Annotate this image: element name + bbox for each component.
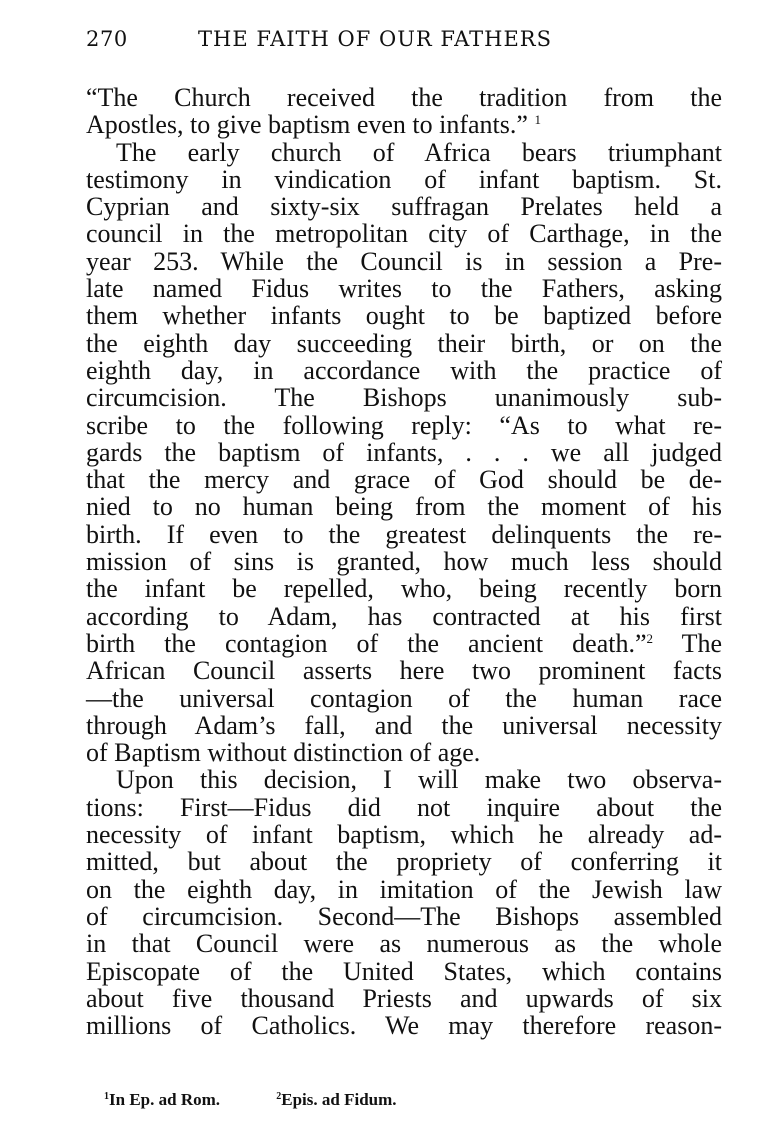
text-line: of circumcision. Second—The Bishops assembled [86, 901, 722, 931]
text-line [86, 630, 722, 657]
text-line: necessity of infant baptism, which he already ad- [86, 820, 722, 850]
footnote-reference: 1 [534, 112, 541, 128]
line-text: Apostles, to give baptism even to infants.” [86, 110, 528, 140]
footnote-text: Epis. ad Fidum. [281, 1090, 397, 1109]
text-line: eighth day, in accordance with the practice of [86, 355, 722, 385]
footnote [104, 1090, 220, 1110]
text-line: nied to no human being from the moment of his [86, 492, 722, 522]
text-line: birth. If even to the greatest delinquents the re- [86, 519, 722, 549]
page-header [86, 27, 726, 57]
text-line: mitted, but about the propriety of conferring it [86, 847, 722, 877]
text-line: through Adam’s fall, and the universal necessity [86, 710, 722, 740]
text-line: Cyprian and sixty-six suffragan Prelates held a [86, 192, 722, 222]
text-line: the eighth day succeeding their birth, or on the [86, 328, 722, 358]
text-line [86, 111, 722, 138]
line-text-tail: The [681, 628, 722, 658]
text-line: according to Adam, has contracted at his first [86, 601, 722, 631]
text-line: about five thousand Priests and upwards of six [86, 983, 722, 1013]
text-line: tions: First—Fidus did not inquire about the [86, 792, 722, 822]
text-line: millions of Catholics. We may therefore reason- [86, 1011, 722, 1041]
text-line: them whether infants ought to be baptized before [86, 301, 722, 331]
footnote-marker: 2 [276, 1091, 282, 1102]
footnote-marker: 1 [104, 1091, 109, 1102]
footnotes [104, 1090, 704, 1110]
footnote [276, 1090, 396, 1110]
text-line: Episcopate of the United States, which contains [86, 956, 722, 986]
text-line: gards the baptism of infants, . . . we all judged [86, 437, 722, 467]
footnote-text: In Ep. ad Rom. [109, 1090, 221, 1109]
footnote-reference: 2 [646, 630, 653, 646]
line-text: birth the contagion of the ancient death.” [86, 628, 647, 658]
text-line: on the eighth day, in imitation of the Jewish law [86, 874, 722, 904]
text-line: African Council asserts here two prominent facts [86, 656, 722, 686]
text-line: scribe to the following reply: “As to what re- [86, 410, 722, 440]
text-line: the infant be repelled, who, being recently born [86, 574, 722, 604]
text-line: circumcision. The Bishops unanimously sub- [86, 383, 722, 413]
paragraph-first-line: The early church of Africa bears triumphant [116, 137, 722, 167]
page-number: 270 [86, 27, 128, 51]
text-line: mission of sins is granted, how much less should [86, 547, 722, 577]
text-line: “The Church received the tradition from the [86, 83, 722, 112]
text-line: year 253. While the Council is in session a Pre- [86, 246, 722, 276]
text-line: of Baptism without distinction of age. [86, 738, 481, 768]
text-line: that the mercy and grace of God should be de- [86, 465, 722, 495]
text-line: late named Fidus writes to the Fathers, asking [86, 274, 722, 304]
text-line: testimony in vindication of infant baptism. St. [86, 164, 722, 194]
body-text [86, 84, 722, 1039]
text-line: —the universal contagion of the human race [86, 683, 722, 713]
running-title: THE FAITH OF OUR FATHERS [198, 27, 553, 51]
paragraph-first-line: Upon this decision, I will make two observa- [116, 765, 722, 795]
text-line: council in the metropolitan city of Carthage, in the [86, 219, 722, 249]
text-line: in that Council were as numerous as the whole [86, 929, 722, 959]
